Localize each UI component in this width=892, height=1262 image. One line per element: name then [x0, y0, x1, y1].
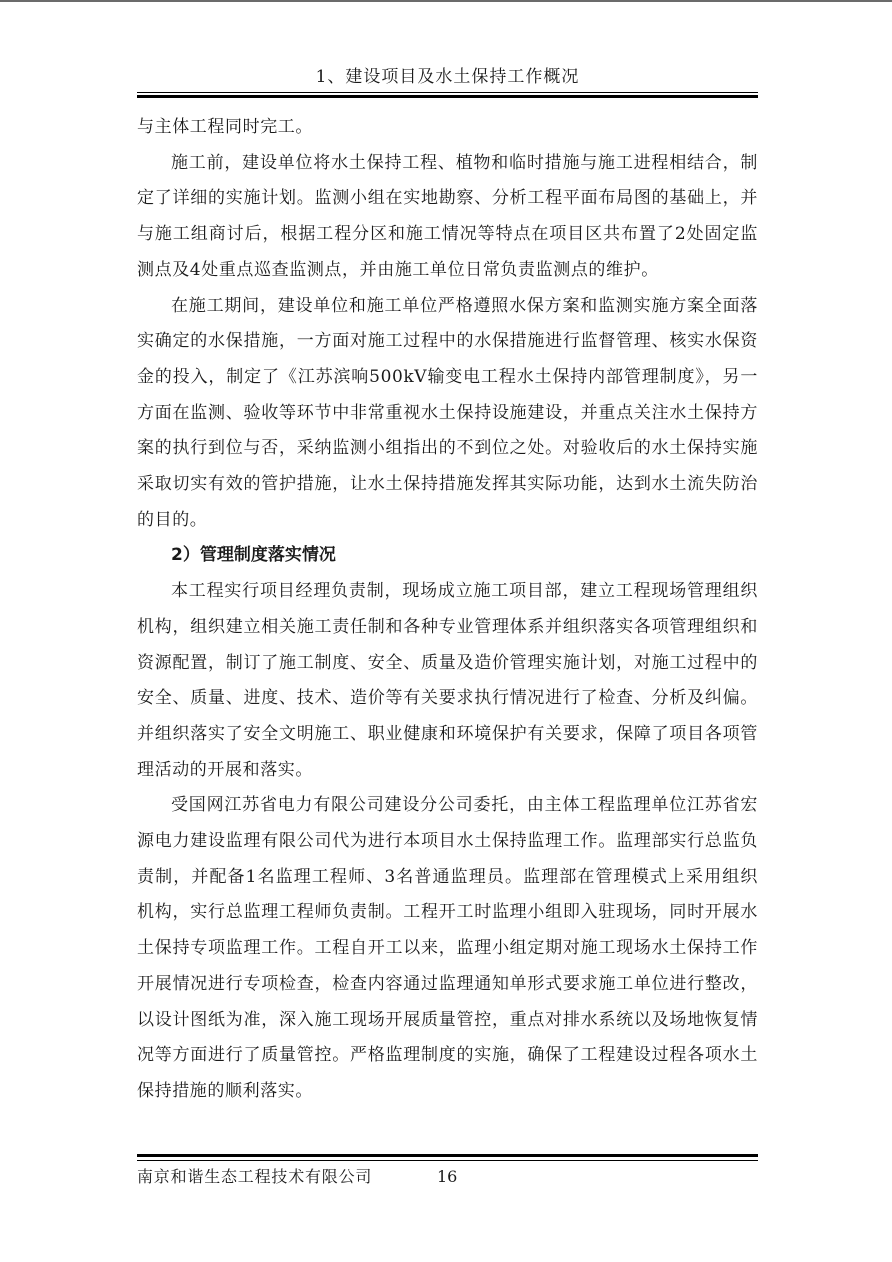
paragraph-pre-construction: 施工前，建设单位将水土保持工程、植物和临时措施与施工进程相结合，制定了详细的实施计划。监测小组在实地勘察、分析工程平面布局图的基础上，并与施工组商讨后，根据工程分区和施工情况等特点在项目区共布置了2处固定监测点及4处重点巡查监测点，并由施工单位日常负责监测点的维护。	[137, 152, 758, 280]
page-number: 16	[437, 1167, 458, 1186]
header-rule-thick	[137, 95, 758, 98]
page-top-edge	[0, 0, 892, 2]
paragraph-continuation: 与主体工程同时完工。	[137, 117, 313, 137]
header-rule-thin	[137, 92, 758, 93]
paragraph-supervision: 受国网江苏省电力有限公司建设分公司委托，由主体工程监理单位江苏省宏源电力建设监理有限公司代为进行本项目水土保持监理工作。监理部实行总监负责制，并配备1名监理工程师、3名普通监理员。监理部在管理模式上采用组织机构，实行总监理工程师负责制。工程开工时监理小组即入驻现场，同时开展水土保持专项监理工作。工程自开工以来，监理小组定期对施工现场水土保持工作开展情况进行专项检查，检查内容通过监理通知单形式要求施工单位进行整改，以设计图纸为准，深入施工现场开展质量管控，重点对排水系统以及场地恢复情况等方面进行了质量管控。严格监理制度的实施，确保了工程建设过程各项水土保持措施的顺利落实。	[137, 795, 758, 1101]
footer-company-name: 南京和谐生态工程技术有限公司	[137, 1167, 373, 1186]
section-heading-management-system: 2）管理制度落实情况	[171, 545, 336, 566]
running-header-title: 1、建设项目及水土保持工作概况	[315, 67, 580, 87]
paragraph-project-manager: 本工程实行项目经理负责制，现场成立施工项目部，建立工程现场管理组织机构，组织建立相关施工责任制和各种专业管理体系并组织落实各项管理组织和资源配置，制订了施工制度、安全、质量及造价管理实施计划，对施工过程中的安全、质量、进度、技术、造价等有关要求执行情况进行了检查、分析及纠偏。并组织落实了安全文明施工、职业健康和环境保护有关要求，保障了项目各项管理活动的开展和落实。	[137, 581, 758, 780]
body-text	[137, 110, 758, 1110]
paragraph-construction-period: 在施工期间，建设单位和施工单位严格遵照水保方案和监测实施方案全面落实确定的水保措施，一方面对施工过程中的水保措施进行监督管理、核实水保资金的投入，制定了《江苏滨响500kV输变电工程水土保持内部管理制度》，另一方面在监测、验收等环节中非常重视水土保持设施建设，并重点关注水土保持方案的执行到位与否，采纳监测小组指出的不到位之处。对验收后的水土保持实施采取切实有效的管护措施，让水土保持措施发挥其实际功能，达到水土流失防治的目的。	[137, 295, 758, 530]
footer-rule-thin	[137, 1160, 758, 1161]
footer-rule-thick	[137, 1154, 758, 1157]
